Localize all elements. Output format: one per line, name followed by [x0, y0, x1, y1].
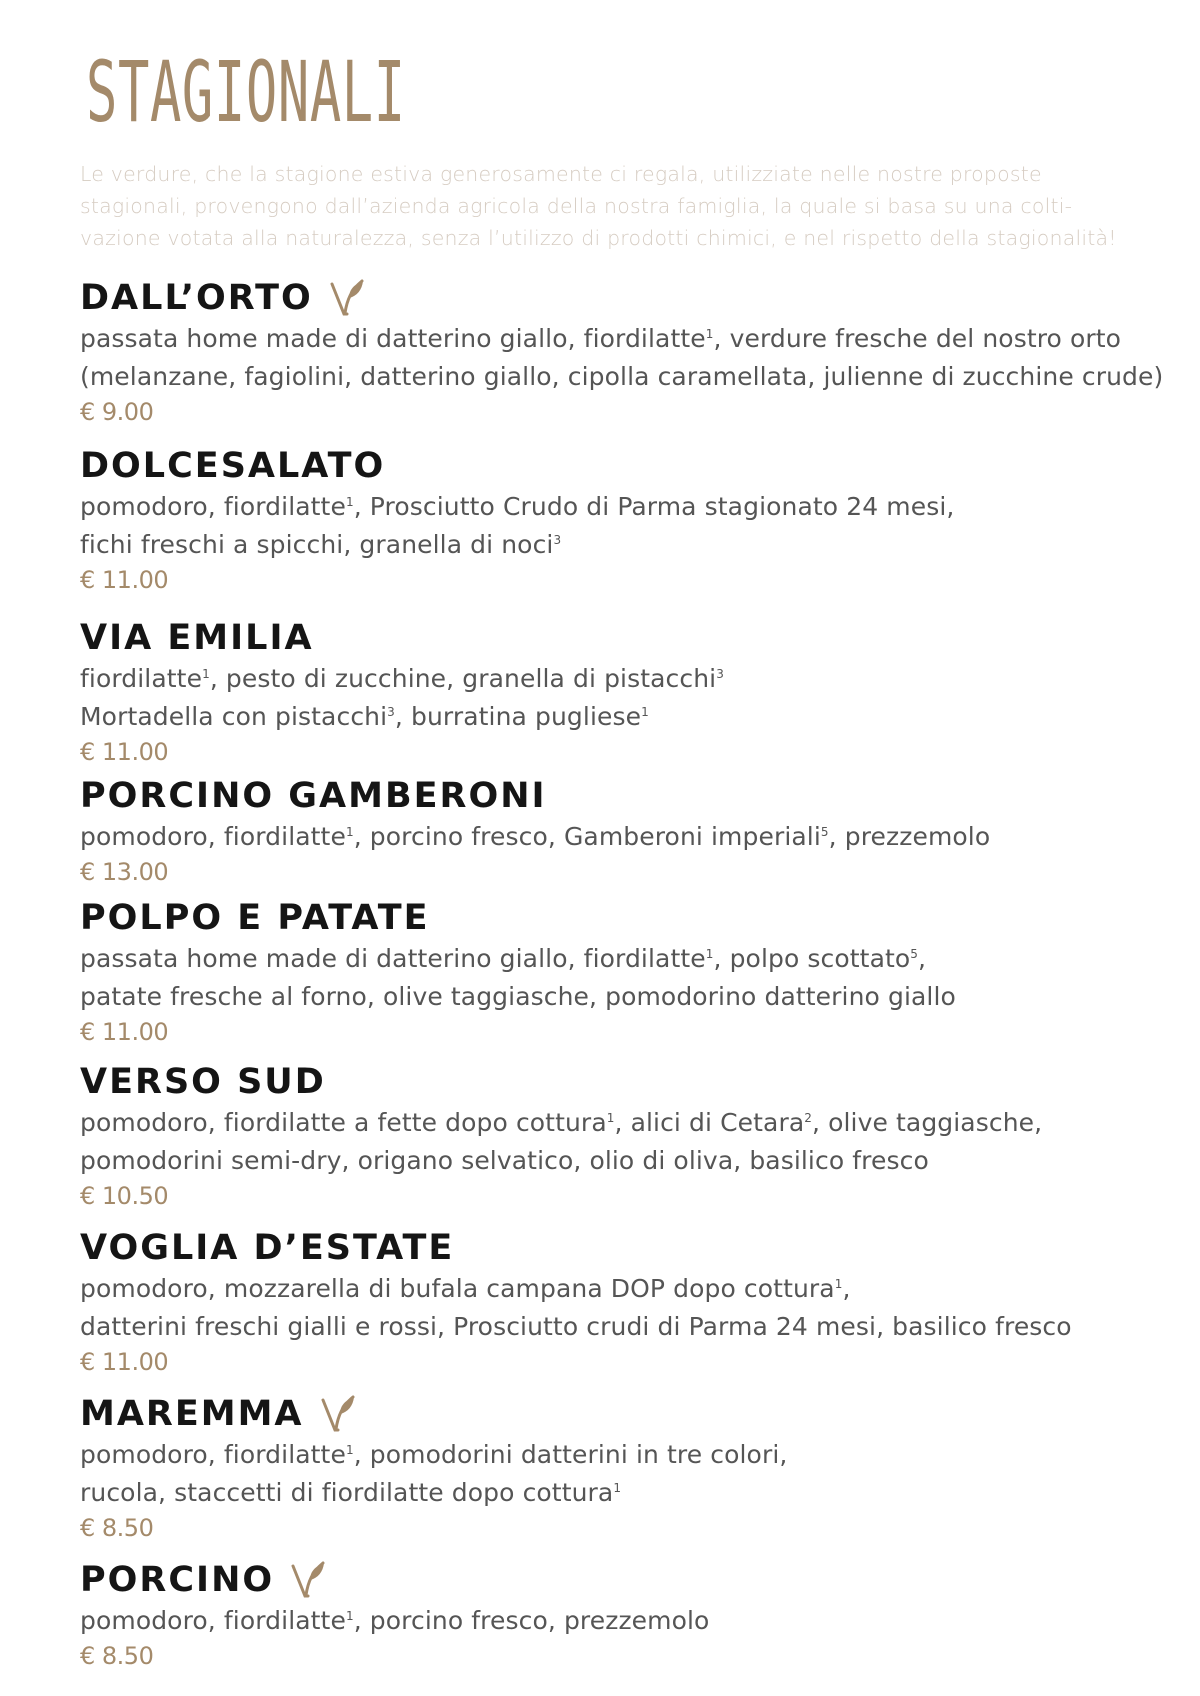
description-text: pomodoro, fiordilatte — [80, 822, 346, 851]
menu-item — [80, 444, 1140, 596]
menu-item-price: € 11.00 — [80, 566, 169, 594]
menu-item-name — [80, 616, 1140, 660]
allergen-footnote: 1 — [613, 1481, 622, 1495]
description-text: rucola, staccetti di fiordilatte dopo cottura — [80, 1478, 614, 1507]
vegetarian-leaf-icon — [290, 1560, 326, 1600]
allergen-footnote: 1 — [834, 1277, 843, 1291]
menu-item-description — [80, 660, 1140, 698]
menu-item — [80, 616, 1140, 768]
menu-item-price: € 11.00 — [80, 738, 169, 766]
description-text: Mortadella con pistacchi — [80, 702, 388, 731]
menu-item-description — [80, 1104, 1140, 1142]
menu-item-description — [80, 978, 1140, 1016]
menu-item-name — [80, 1392, 1140, 1436]
menu-item-name-text: DOLCESALATO — [80, 446, 386, 486]
description-text: passata home made di datterino giallo, fiordilatte — [80, 944, 706, 973]
menu-item-name — [80, 1060, 1140, 1104]
description-text: datterini freschi gialli e rossi, Prosciutto crudi di Parma 24 mesi, basilico fresco — [80, 1312, 1072, 1341]
menu-item-description — [80, 698, 1140, 736]
menu-item-name — [80, 774, 1140, 818]
description-text: pomodoro, mozzarella di bufala campana DOP dopo cottura — [80, 1274, 835, 1303]
menu-item-description — [80, 358, 1164, 396]
description-text: pomodoro, fiordilatte — [80, 1440, 346, 1469]
intro-line: Le verdure, che la stagione estiva generosamente ci regala, utilizziate nelle nostre proposte — [80, 162, 1042, 186]
description-text: , pomodorini datterini in tre colori, — [353, 1440, 788, 1469]
menu-item-price: € 11.00 — [80, 1018, 169, 1046]
menu-item — [80, 276, 1164, 428]
description-text: , verdure fresche del nostro orto — [713, 324, 1122, 353]
allergen-footnote: 3 — [387, 705, 395, 719]
allergen-footnote: 1 — [641, 705, 649, 719]
allergen-footnote: 1 — [345, 1443, 354, 1457]
description-text: , pesto di zucchine, granella di pistacchi — [209, 664, 717, 693]
menu-item-description — [80, 1270, 1140, 1308]
menu-item-description — [80, 320, 1140, 358]
vegetarian-leaf-icon — [320, 1394, 356, 1434]
menu-item — [80, 1558, 1140, 1672]
menu-item — [80, 1226, 1140, 1378]
page-title: STAGIONALI — [86, 43, 406, 141]
menu-item-description — [80, 818, 1140, 856]
allergen-footnote: 1 — [705, 327, 714, 341]
allergen-footnote: 1 — [606, 1111, 615, 1125]
allergen-footnote: 1 — [345, 1609, 354, 1623]
description-text: , polpo scottato — [713, 944, 911, 973]
menu-item-price: € 13.00 — [80, 858, 169, 886]
description-text: passata home made di datterino giallo, fiordilatte — [80, 324, 706, 353]
menu-item-name-text: VIA EMILIA — [80, 618, 314, 658]
description-text: , prezzemolo — [828, 822, 991, 851]
description-text: , burratina pugliese — [394, 702, 642, 731]
description-text: patate fresche al forno, olive taggiasche, pomodorino datterino giallo — [80, 982, 956, 1011]
menu-item-name — [80, 1226, 1140, 1270]
menu-item — [80, 774, 1140, 888]
menu-item-description — [80, 1474, 1140, 1512]
menu-item — [80, 896, 1140, 1048]
menu-item-name — [80, 896, 1140, 940]
description-text: , — [842, 1274, 851, 1303]
intro-line: stagionali, provengono dall’azienda agricola della nostra famiglia, la quale si basa su una colti- — [80, 194, 1073, 218]
intro-line: vazione votata alla naturalezza, senza l’utilizzo di prodotti chimici, e nel rispetto della stagionalità! — [80, 226, 1117, 250]
allergen-footnote: 3 — [553, 533, 562, 547]
description-text: fichi freschi a spicchi, granella di noci — [80, 530, 554, 559]
intro-text — [80, 158, 1140, 254]
description-text: , alici di Cetara — [614, 1108, 805, 1137]
menu-item-price: € 11.00 — [80, 1348, 169, 1376]
menu-item-description — [80, 1308, 1140, 1346]
menu-page — [80, 43, 1164, 1672]
menu-item-price: € 9.00 — [80, 398, 154, 426]
allergen-footnote: 1 — [202, 667, 210, 681]
description-text: pomodoro, fiordilatte — [80, 1606, 346, 1635]
menu-item-name-text: VERSO SUD — [80, 1062, 326, 1102]
menu-item-name-text: DALL’ORTO — [80, 278, 313, 318]
allergen-footnote: 5 — [910, 947, 919, 961]
description-text: , olive taggiasche, — [812, 1108, 1043, 1137]
description-text: , porcino fresco, prezzemolo — [353, 1606, 710, 1635]
description-text: pomodorini semi-dry, origano selvatico, olio di oliva, basilico fresco — [80, 1146, 929, 1175]
menu-item-name — [80, 1558, 1140, 1602]
menu-item-description — [80, 1142, 1140, 1180]
menu-item-name-text: MAREMMA — [80, 1394, 304, 1434]
menu-item-description — [80, 488, 1140, 526]
menu-item-name-text: POLPO E PATATE — [80, 898, 430, 938]
menu-item-name-text: PORCINO GAMBERONI — [80, 776, 547, 816]
allergen-footnote: 1 — [345, 495, 354, 509]
description-text: pomodoro, fiordilatte a fette dopo cottura — [80, 1108, 607, 1137]
menu-item-name — [80, 276, 1140, 320]
menu-item-name-text: VOGLIA D’ESTATE — [80, 1228, 455, 1268]
menu-item-description — [80, 940, 1140, 978]
menu-item-name-text: PORCINO — [80, 1560, 275, 1600]
description-text: , Prosciutto Crudo di Parma stagionato 24 mesi, — [353, 492, 955, 521]
description-text: fiordilatte — [80, 664, 203, 693]
menu-item-name — [80, 444, 1140, 488]
allergen-footnote: 1 — [345, 825, 354, 839]
menu-item-description — [80, 1602, 1140, 1640]
description-text: , porcino fresco, Gamberoni imperiali — [353, 822, 821, 851]
vegetarian-leaf-icon — [329, 278, 365, 318]
menu-item-description — [80, 1436, 1140, 1474]
description-text: pomodoro, fiordilatte — [80, 492, 346, 521]
menu-item — [80, 1060, 1140, 1212]
menu-item — [80, 1392, 1140, 1544]
menu-list — [80, 276, 1164, 1672]
allergen-footnote: 3 — [716, 667, 724, 681]
menu-item-description — [80, 526, 1140, 564]
allergen-footnote: 2 — [804, 1111, 812, 1125]
allergen-footnote: 1 — [705, 947, 714, 961]
menu-item-price: € 10.50 — [80, 1182, 169, 1210]
allergen-footnote: 5 — [820, 825, 829, 839]
menu-item-price: € 8.50 — [80, 1642, 154, 1670]
description-text: (melanzane, fagiolini, datterino giallo, cipolla caramellata, julienne di zucchine crude) — [80, 362, 1164, 391]
description-text: , — [918, 944, 927, 973]
menu-item-price: € 8.50 — [80, 1514, 154, 1542]
